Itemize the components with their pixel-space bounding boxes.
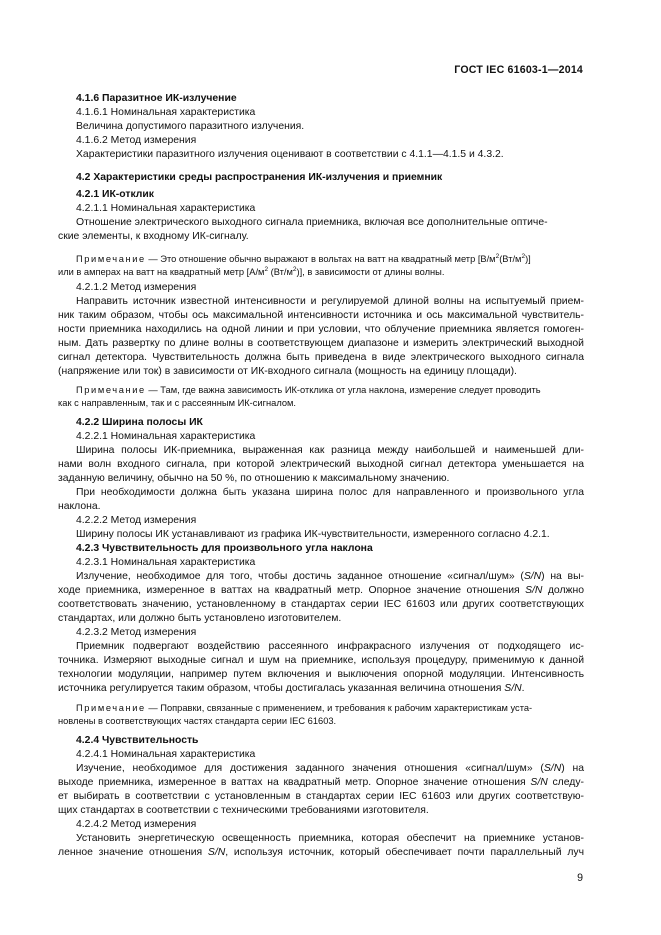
line [58,263,584,279]
text-run: (Вт/м [268,267,293,278]
text-run: Установить энергетическую освещенность приемника, которая обеспечит на приемнике установ- [76,833,584,844]
text-run: )] [525,254,531,265]
text-run: как с направленным, так и с рассеянным ИК-сигналом. [58,398,296,408]
text-run: 4.2.2 Ширина полосы ИК [76,417,203,428]
line [76,171,584,184]
text-run: выходе приемника, измеренное в ваттах на квадратный метр. Опорное значение отношения [58,777,531,788]
text-run: 4.2.1.2 Метод измерения [76,282,197,293]
line [76,281,584,294]
text-run: (Вт/м [499,254,522,265]
line [58,612,584,625]
text-run: ности приемника находились на одной линии и при условии, что облучение приемника является гомоген- [58,324,584,335]
line [76,734,584,747]
line [76,188,584,201]
text-run: соответствовать значению, установленному в стандартах серии IEC 61603 или других соответствующих [58,599,584,610]
line [58,365,584,378]
text-run: 2 [495,253,500,260]
text-run: 4.1.6.1 Номинальная характеристика [76,107,256,118]
text-run: ) на вы- [541,571,584,582]
text-run: ник таким образом, чтобы ось максимальной интенсивности источника и ось максимальной чувствитель- [58,310,584,321]
line [76,430,584,443]
text-run: 4.2.3 Чувствительность для произвольного угла наклона [76,543,373,554]
text-run: — Поправки, связанные с применением, и требования к рабочим характеристикам уста- [145,703,533,713]
text-run: Ширину полосы ИК устанавливают из графика ИК-чувствительности, измеренного согласно 4.2.1. [76,529,550,540]
line [58,397,584,410]
line [58,715,584,728]
text-run: Ширина полосы ИК-приемника, выраженная как разница между наибольшей и наименьшей дли- [76,445,584,456]
line [76,702,584,715]
line [58,323,584,336]
line [76,134,584,147]
line [58,776,584,789]
text-run: Приемник подвергают воздействию рассеянного инфракрасного излучения от подходящего ис- [76,641,584,652]
text-run: ленное значение отношения [58,847,208,858]
text-run: 4.2.1 ИК-отклик [76,189,154,200]
text-run: 2 [264,266,269,273]
text-run: S/N [504,683,522,694]
line [76,148,584,161]
text-run: или в амперах на ватт на квадратный метр [А/м [58,267,265,278]
line [76,295,584,308]
line [76,528,584,541]
line [76,416,584,429]
text-run: 2 [292,266,297,273]
line [58,472,584,485]
page-number: 9 [577,872,583,884]
text-run: должно [542,585,584,596]
line [76,542,584,555]
line [76,570,584,583]
text-run: S/N [543,763,562,774]
line [76,216,584,229]
line [58,309,584,322]
text-run: источника регулируется таким образом, чтобы достигалась указанная величина отношения [58,683,505,694]
text-run: S/N [207,847,226,858]
text-run: Изучение, необходимое для достижения заданного значения отношения «сигнал/шум» ( [76,763,544,774]
text-run: ские элементы, к входному ИК-сигналу. [58,231,249,242]
text-run: Примечание [76,385,146,395]
line [76,556,584,569]
line [58,458,584,471]
text-run: При необходимости должна быть указана ширина полос для направленного и произвольного угла [76,487,584,498]
text-run: сигнал детектора. Чувствительность должна быть приведена в виде электрического выходного сигнала [58,352,584,363]
text-run: 4.2 Характеристики среды распространения ИК-излучения и приемник [76,172,443,183]
text-run: Примечание [76,254,146,265]
text-run: нами волн входного сигнала, при которой электрический выходной сигнал детектора уменьшается на [58,459,584,470]
text-run: 4.2.3.1 Номинальная характеристика [76,557,256,568]
text-run: S/N [530,777,548,788]
text-run: Характеристики паразитного излучения оценивают в соответствии с 4.1.1—4.1.5 и 4.3.2. [76,149,504,160]
document-header: ГОСТ IEC 61603-1—2014 [454,64,583,76]
line [58,584,584,597]
text-run: ным. Дать развертку по длине волны в соответствующем диапазоне и измерить электрический выходной [58,338,584,349]
text-run: 4.2.2.1 Номинальная характеристика [76,431,256,442]
text-run: стандартах, или должно быть установлено изготовителем. [58,613,342,624]
text-run: (напряжение или ток) в зависимости от ИК-входного сигнала (мощность на единицу площади). [58,366,517,377]
text-run: , используя источник, который обеспечивает почти параллельный луч [225,847,584,858]
line [76,626,584,639]
line [58,337,584,350]
text-run: . [521,683,525,694]
text-run: ) на [561,763,584,774]
text-run: Излучение, необходимое для того, чтобы достичь заданное отношение «сигнал/шум» ( [76,571,524,582]
line [58,500,584,513]
line [76,640,584,653]
line [58,598,584,611]
line [76,444,584,457]
line [76,120,584,133]
line [58,351,584,364]
text-run: 2 [521,253,526,260]
line [58,230,584,243]
text-run: наклона. [58,501,101,512]
line [76,514,584,527]
text-run: S/N [523,571,542,582]
text-run: щих стандартах в соответствии с техническими требованиями изготовителя. [58,805,429,816]
line [76,384,584,397]
text-run: 4.2.4 Чувствительность [76,735,199,746]
text-run: новлены в соответствующих частях стандарта серии IEC 61603. [58,716,337,726]
line [76,486,584,499]
text-run: 4.1.6 Паразитное ИК-излучение [76,93,237,104]
line [58,668,584,681]
text-run: технологии модуляции, например путем включения и выключения опорной модуляции. Интенсивность [58,669,584,680]
line [76,832,584,845]
line [76,818,584,831]
text-run: точника. Измеряют выходные сигнал и шум на приемнике, используя процедуру, применимую к данной [58,655,584,666]
text-run: S/N [525,585,543,596]
line [76,202,584,215]
text-run: 4.2.2.2 Метод измерения [76,515,197,526]
text-run: 4.1.6.2 Метод измерения [76,135,197,146]
text-run: следу- [547,777,584,788]
line [76,762,584,775]
text-run: ходе приемника, измеренное в ваттах на квадратный метр. Опорное значение отношения [58,585,526,596]
line [76,92,584,105]
line [58,804,584,817]
line [58,790,584,803]
text-run: Примечание [76,703,146,713]
text-run: 4.2.4.1 Номинальная характеристика [76,749,256,760]
text-run: заданную величину, обычно на 50 %, по отношению к максимальному значению. [58,473,450,484]
line [76,106,584,119]
text-run: — Это отношение обычно выражают в вольтах на ватт на квадратный метр [В/м [145,254,496,265]
text-run: 4.2.3.2 Метод измерения [76,627,197,638]
text-run: )], в зависимости от длины волны. [296,267,445,278]
text-run: — Там, где важна зависимость ИК-отклика от угла наклона, измерение следует проводить [145,385,541,395]
text-run: Отношение электрического выходного сигнала приемника, включая все дополнительные оптиче- [76,217,548,228]
text-run: 4.2.1.1 Номинальная характеристика [76,203,256,214]
text-run: Величина допустимого паразитного излучения. [76,121,305,132]
text-run: Направить источник известной интенсивности и регулируемой длиной волны на испытуемый прием- [76,296,584,307]
line [76,748,584,761]
line [58,846,584,859]
text-run: 4.2.4.2 Метод измерения [76,819,197,830]
line [58,682,584,695]
text-run: ет выбирать в соответствии с установленным в стандартах серии IEC 61603 или других соответствую- [58,791,584,802]
line [58,654,584,667]
